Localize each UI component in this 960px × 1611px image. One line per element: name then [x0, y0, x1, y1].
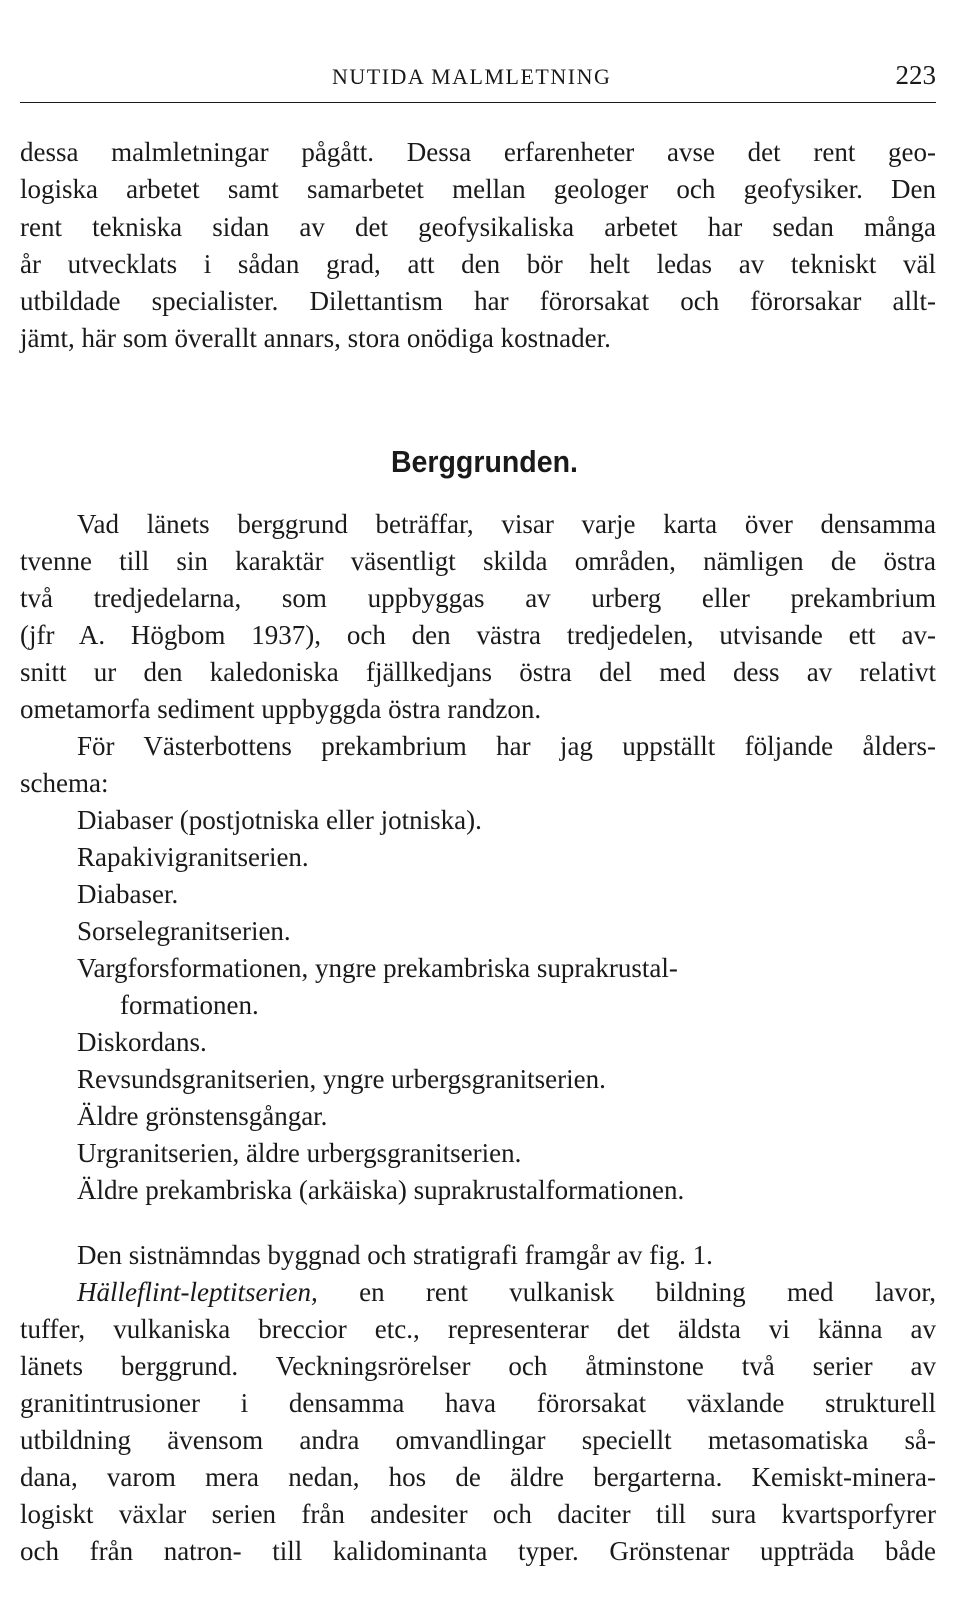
running-title: NUTIDA MALMLETNING: [332, 64, 612, 89]
text-line: tuffer, vulkaniska breccior etc., representerar det äldsta vi känna av: [20, 1314, 936, 1344]
text-line: ometamorfa sediment uppbyggda östra randzon.: [20, 694, 542, 724]
running-header: [20, 62, 936, 96]
text-line: utbildning ävensom andra omvandlingar speciellt metasomatiska så-: [20, 1425, 936, 1455]
text-line: (jfr A. Högbom 1937), och den västra tredjedelen, utvisande ett av-: [20, 620, 936, 650]
text-line: tvenne till sin karaktär väsentligt skilda områden, nämligen de östra: [20, 546, 936, 576]
schema-item: Urgranitserien, äldre urbergsgranitserien.: [77, 1138, 522, 1168]
text-line: granitintrusioner i densamma hava förorsakat växlande strukturell: [20, 1388, 936, 1418]
text-line: För Västerbottens prekambrium har jag uppställt följande ålders-: [77, 731, 936, 761]
text-line: logiska arbetet samt samarbetet mellan geologer och geofysiker. Den: [20, 174, 936, 204]
text-line: två tredjedelarna, som uppbyggas av urberg eller prekambrium: [20, 583, 936, 613]
text-line: logiskt växlar serien från andesiter och daciter till sura kvartsporfyrer: [20, 1499, 936, 1529]
text-span: en rent vulkanisk bildning med lavor,: [317, 1277, 936, 1307]
text-line: dana, varom mera nedan, hos de äldre bergarterna. Kemiskt-minera-: [20, 1462, 936, 1492]
text-line: Den sistnämndas byggnad och stratigrafi framgår av fig. 1.: [77, 1240, 713, 1270]
text-line: dessa malmletningar pågått. Dessa erfarenheter avse det rent geo-: [20, 137, 936, 167]
schema-item: Äldre prekambriska (arkäiska) suprakrustalformationen.: [77, 1175, 685, 1205]
text-line: schema:: [20, 768, 109, 798]
schema-item: Sorselegranitserien.: [77, 916, 291, 946]
header-rule: [20, 102, 936, 103]
schema-item: Rapakivigranitserien.: [77, 842, 309, 872]
schema-item: Revsundsgranitserien, yngre urbergsgranitserien.: [77, 1064, 606, 1094]
schema-item: Diskordans.: [77, 1027, 207, 1057]
text-line: Vad länets berggrund beträffar, visar varje karta över densamma: [77, 509, 936, 539]
schema-item: Diabaser.: [77, 879, 179, 909]
page-number: 223: [895, 60, 936, 90]
text-line: länets berggrund. Veckningsrörelser och åtminstone två serier av: [20, 1351, 936, 1381]
schema-item: Vargforsformationen, yngre prekambriska suprakrustal-: [77, 953, 678, 983]
text-line: och från natron- till kalidominanta typer. Grönstenar uppträda både: [20, 1536, 936, 1566]
italic-term: Hälleflint-leptitserien,: [77, 1277, 318, 1307]
schema-item: Äldre grönstensgångar.: [77, 1101, 328, 1131]
text-line: utbildade specialister. Dilettantism har förorsakat och förorsakar allt-: [20, 286, 936, 316]
text-line: snitt ur den kaledoniska fjällkedjans östra del med dess av relativt: [20, 657, 936, 687]
text-line: rent tekniska sidan av det geofysikaliska arbetet har sedan många: [20, 212, 936, 242]
text-line: år utvecklats i sådan grad, att den bör helt ledas av tekniskt väl: [20, 249, 936, 279]
text-line: [77, 1274, 936, 1310]
schema-item-continuation: formationen.: [120, 990, 259, 1020]
section-heading: Berggrunden.: [390, 444, 578, 479]
schema-item: Diabaser (postjotniska eller jotniska).: [77, 805, 482, 835]
text-line: jämt, här som överallt annars, stora onödiga kostnader.: [20, 323, 611, 353]
